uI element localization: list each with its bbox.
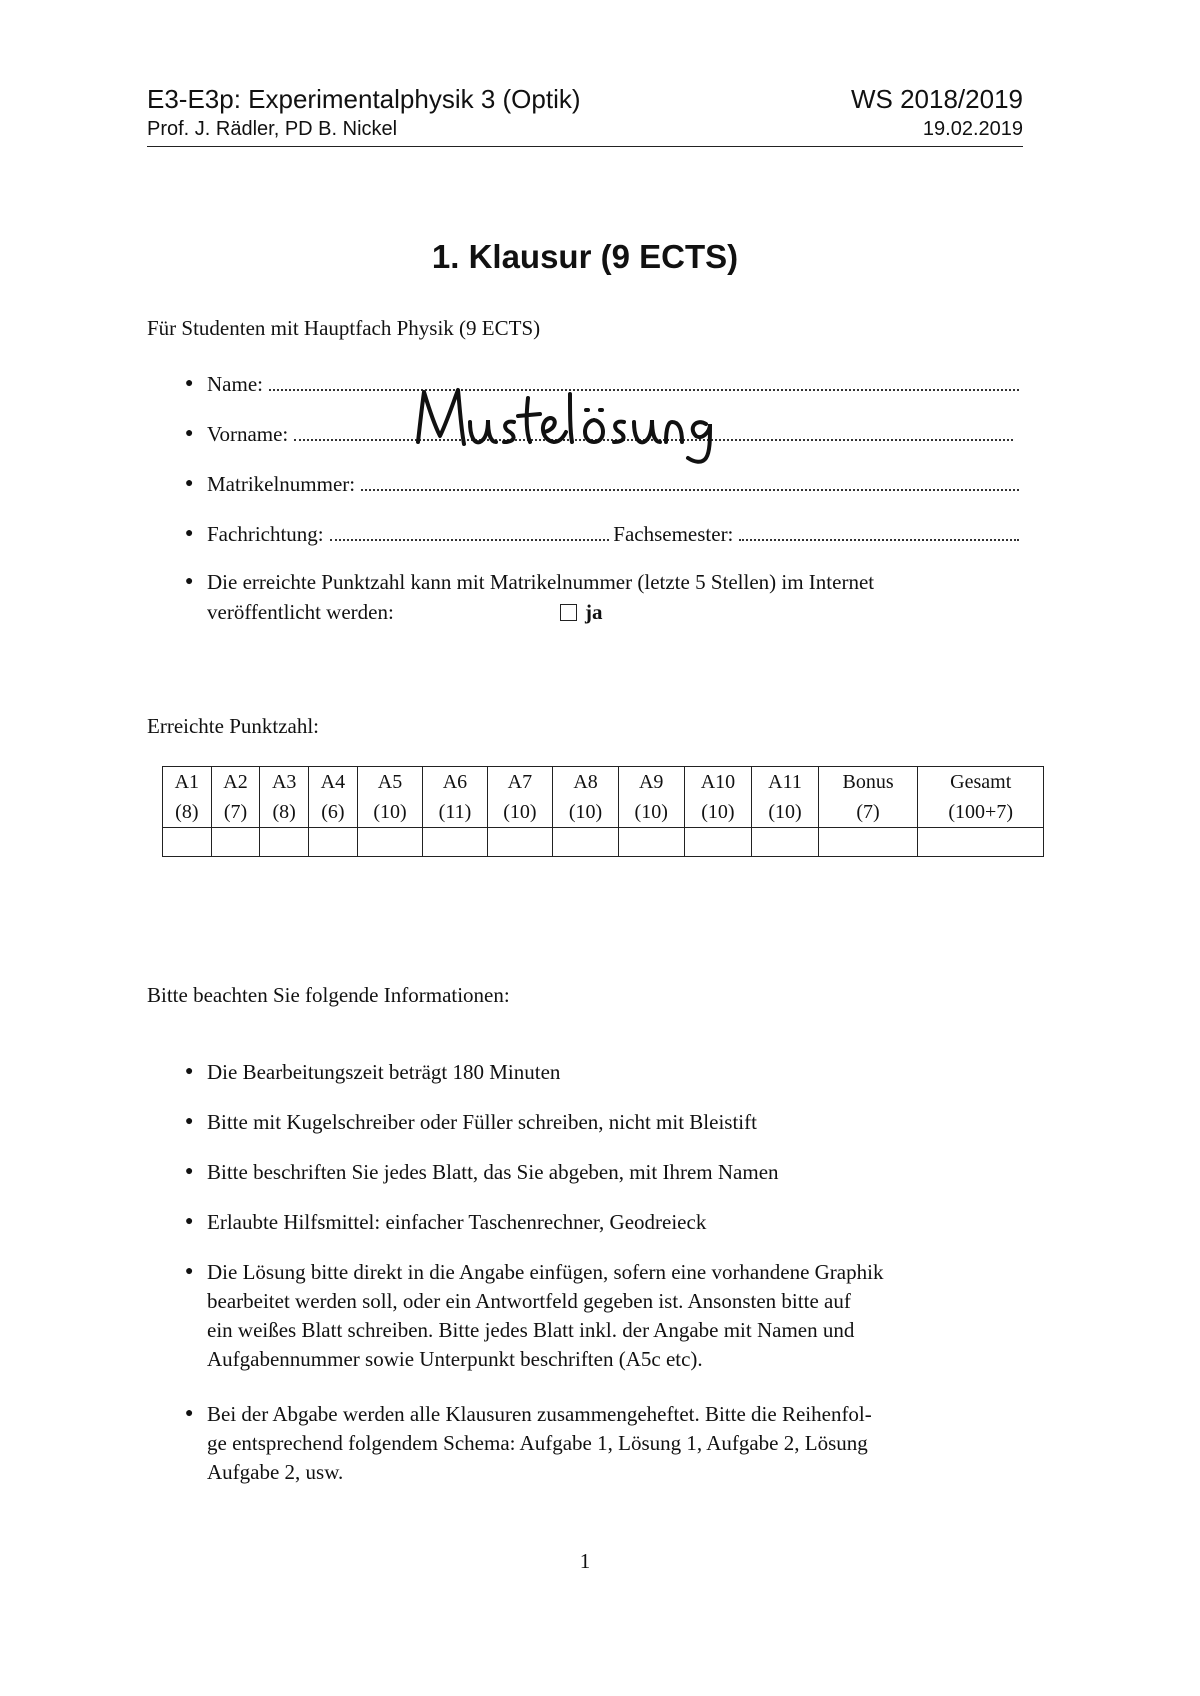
fachrichtung-label: Fachrichtung: [207,522,324,546]
vorname-label: Vorname: [207,422,289,446]
info-item: Erlaubte Hilfsmittel: einfacher Taschenrechner, Geodreieck [207,1210,707,1234]
bullet-dot: ● [185,426,194,441]
fachrichtung-field[interactable] [207,522,1023,547]
info-item-line: ge entsprechend folgendem Schema: Aufgabe 1, Lösung 1, Aufgabe 2, Lösung [207,1431,868,1455]
score-cell[interactable] [423,828,487,857]
info-item: Bitte mit Kugelschreiber oder Füller schreiben, nicht mit Bleistift [207,1110,757,1134]
score-cell[interactable] [553,828,619,857]
publish-consent-checkbox[interactable] [560,604,577,621]
score-col-header: A10 (10) [684,767,752,828]
bullet-dot: ● [185,1114,194,1129]
info-item-line: Die Lösung bitte direkt in die Angabe einfügen, sofern eine vorhandene Graphik [207,1260,884,1284]
publish-consent-text: Die erreichte Punktzahl kann mit Matrikelnummer (letzte 5 Stellen) im Internet [207,570,875,594]
info-item: Die Bearbeitungszeit beträgt 180 Minuten [207,1060,561,1084]
semester: WS 2018/2019 [850,84,1023,114]
score-cell[interactable] [684,828,752,857]
score-entry-row [163,828,1044,857]
info-item-line: bearbeitet werden soll, oder ein Antwortfeld gegeben ist. Ansonsten bitte auf [207,1289,851,1313]
score-cell[interactable] [357,828,423,857]
score-col-header: A4 (6) [309,767,358,828]
score-col-header: Bonus (7) [818,767,918,828]
score-col-header: A8 (10) [553,767,619,828]
info-item-line: Aufgabennummer sowie Unterpunkt beschriften (A5c etc). [207,1347,703,1371]
fachsemester-dotted-line [739,539,1019,541]
score-col-header: A9 (10) [618,767,684,828]
score-cell[interactable] [163,828,212,857]
score-col-header: A7 (10) [487,767,553,828]
score-col-header: A5 (10) [357,767,423,828]
bullet-dot: ● [185,476,194,491]
info-item-line: ein weißes Blatt schreiben. Bitte jedes Blatt inkl. der Angabe mit Namen und [207,1318,855,1342]
info-item-line: Aufgabe 2, usw. [207,1460,344,1484]
bullet-dot: ● [185,1064,194,1079]
subtitle: Für Studenten mit Hauptfach Physik (9 ECTS) [147,316,541,340]
handwritten-musterloesung [410,384,740,464]
info-item: Bitte beschriften Sie jedes Blatt, das Sie abgeben, mit Ihrem Namen [207,1160,779,1184]
score-col-header: A2 (7) [211,767,260,828]
bullet-dot: ● [185,1406,194,1421]
score-cell[interactable] [918,828,1044,857]
header-bottom-row [147,118,1023,141]
score-cell[interactable] [818,828,918,857]
score-cell[interactable] [260,828,309,857]
score-cell[interactable] [211,828,260,857]
score-table-header-row [163,767,1044,828]
page-number: 1 [579,1549,591,1573]
header-top-row [147,84,1023,115]
course-title: E3-E3p: Experimentalphysik 3 (Optik) [147,84,581,114]
publish-consent-text-cont: veröffentlicht werden: [207,600,394,624]
score-label: Erreichte Punktzahl: [147,714,320,738]
publish-option-ja: ja [585,600,603,624]
score-col-header: A1 (8) [163,767,212,828]
bullet-dot: ● [185,376,194,391]
fachrichtung-dotted-line [330,539,610,541]
name-label: Name: [207,372,263,396]
matrikel-dotted-line [361,489,1019,491]
score-col-header: A3 (8) [260,767,309,828]
info-item-line: Bei der Abgabe werden alle Klausuren zusammengeheftet. Bitte die Reihenfol- [207,1402,872,1426]
score-cell[interactable] [487,828,553,857]
fachsemester-label: Fachsemester: [613,522,734,546]
info-label: Bitte beachten Sie folgende Informationen: [147,983,510,1007]
score-col-header: Gesamt (100+7) [918,767,1044,828]
header-rule [147,146,1023,147]
exam-title: 1. Klausur (9 ECTS) [431,238,739,275]
score-cell[interactable] [752,828,818,857]
bullet-dot: ● [185,1164,194,1179]
bullet-dot: ● [185,526,194,541]
bullet-dot: ● [185,574,194,589]
score-cell[interactable] [618,828,684,857]
exam-date: 19.02.2019 [922,118,1023,140]
score-col-header: A11 (10) [752,767,818,828]
bullet-dot: ● [185,1214,194,1229]
professors: Prof. J. Rädler, PD B. Nickel [147,118,398,140]
score-table [162,766,1044,857]
matrikel-label: Matrikelnummer: [207,472,356,496]
bullet-dot: ● [185,1264,194,1279]
score-cell[interactable] [309,828,358,857]
matrikel-field[interactable] [207,472,1023,497]
score-col-header: A6 (11) [423,767,487,828]
